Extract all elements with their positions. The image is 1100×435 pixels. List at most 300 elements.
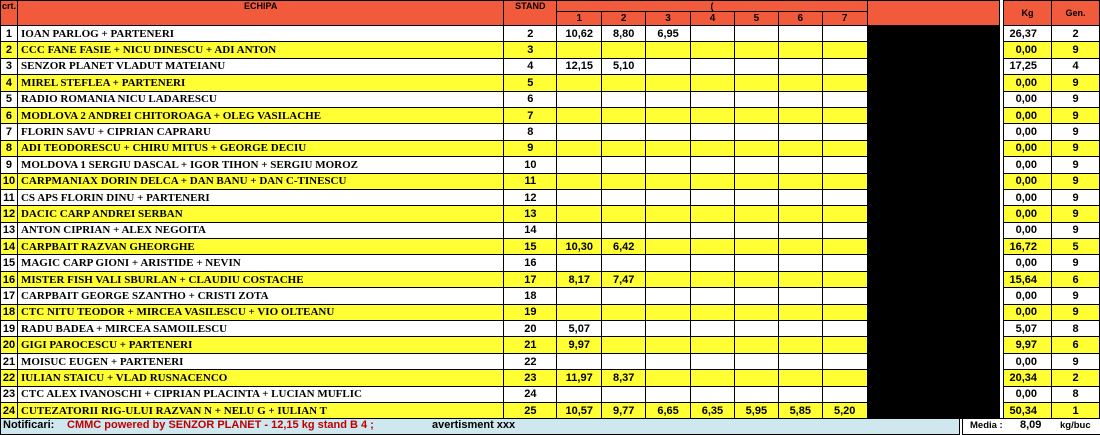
round-weight-1: 8,17: [557, 271, 602, 287]
round-weight-6: [778, 206, 822, 222]
total-kg: 0,00: [1004, 124, 1052, 140]
round-weight-5: [734, 255, 778, 271]
round-weight-3: [646, 42, 691, 58]
redacted-cell: [867, 26, 999, 42]
stand-number: 5: [504, 75, 557, 91]
round-weight-3: [646, 239, 691, 255]
row-number: 7: [1, 124, 18, 140]
round-weight-6: [778, 124, 822, 140]
total-kg: 0,00: [1004, 189, 1052, 205]
total-kg: 17,25: [1004, 58, 1052, 74]
round-header-7: 7: [822, 12, 867, 26]
round-weight-7: [822, 321, 867, 337]
round-weight-7: [822, 337, 867, 353]
round-weight-2: [602, 337, 646, 353]
team-name: MOISUC EUGEN + PARTENERI: [17, 353, 503, 369]
round-weight-2: [602, 124, 646, 140]
gen-value: 9: [1052, 189, 1100, 205]
total-kg: 0,00: [1004, 353, 1052, 369]
round-weight-7: [822, 304, 867, 320]
round-weight-5: [734, 124, 778, 140]
stand-number: 6: [504, 91, 557, 107]
stand-number: 7: [504, 107, 557, 123]
total-kg: 0,00: [1004, 42, 1052, 58]
stand-number: 17: [504, 271, 557, 287]
round-weight-1: [557, 107, 602, 123]
round-weight-2: [602, 91, 646, 107]
table-row: [1, 370, 1100, 386]
redacted-cell: [867, 189, 999, 205]
table-row: [1, 304, 1100, 320]
row-number: 13: [1, 222, 18, 238]
round-weight-5: [734, 304, 778, 320]
round-weight-7: [822, 140, 867, 156]
stand-number: 24: [504, 386, 557, 402]
table-row: [1, 58, 1100, 74]
redacted-column-header: [867, 1, 999, 26]
redacted-cell: [867, 353, 999, 369]
table-row: [1, 222, 1100, 238]
round-weight-4: [691, 271, 735, 287]
redacted-cell: [867, 271, 999, 287]
round-weight-6: [778, 304, 822, 320]
table-row: [1, 239, 1100, 255]
round-weight-3: [646, 107, 691, 123]
total-kg: 0,00: [1004, 173, 1052, 189]
round-weight-3: [646, 91, 691, 107]
table-row: [1, 255, 1100, 271]
round-weight-6: [778, 107, 822, 123]
stand-number: 23: [504, 370, 557, 386]
round-weight-5: [734, 173, 778, 189]
redacted-cell: [867, 222, 999, 238]
round-weight-6: [778, 239, 822, 255]
header-gen: Gen.: [1052, 1, 1100, 26]
team-name: RADU BADEA + MIRCEA SAMOILESCU: [17, 321, 503, 337]
round-weight-1: [557, 157, 602, 173]
redacted-cell: [867, 157, 999, 173]
round-weight-4: [691, 239, 735, 255]
round-weight-1: [557, 140, 602, 156]
redacted-cell: [867, 402, 999, 418]
table-row: [1, 337, 1100, 353]
round-weight-6: [778, 189, 822, 205]
round-weight-6: [778, 58, 822, 74]
gen-value: 2: [1052, 26, 1100, 42]
round-weight-3: [646, 75, 691, 91]
round-weight-4: [691, 91, 735, 107]
redacted-cell: [867, 206, 999, 222]
round-weight-1: [557, 353, 602, 369]
stand-number: 16: [504, 255, 557, 271]
round-weight-3: [646, 370, 691, 386]
row-number: 1: [1, 26, 18, 42]
round-weight-4: [691, 386, 735, 402]
table-row: [1, 173, 1100, 189]
round-weight-5: [734, 189, 778, 205]
round-weight-2: [602, 140, 646, 156]
round-weight-7: [822, 271, 867, 287]
round-weight-3: [646, 206, 691, 222]
total-kg: 15,64: [1004, 271, 1052, 287]
round-weight-3: 6,95: [646, 26, 691, 42]
round-weight-6: [778, 255, 822, 271]
round-header-3: 3: [646, 12, 691, 26]
round-weight-4: [691, 206, 735, 222]
round-weight-1: 10,62: [557, 26, 602, 42]
round-weight-2: [602, 157, 646, 173]
round-weight-2: [602, 42, 646, 58]
header-stand: STAND: [504, 1, 557, 26]
round-weight-5: [734, 271, 778, 287]
row-number: 11: [1, 189, 18, 205]
round-weight-4: [691, 370, 735, 386]
team-name: MISTER FISH VALI SBURLAN + CLAUDIU COSTACHE: [17, 271, 503, 287]
round-weight-1: [557, 173, 602, 189]
round-weight-7: [822, 206, 867, 222]
total-kg: 0,00: [1004, 91, 1052, 107]
stand-number: 14: [504, 222, 557, 238]
gen-value: 2: [1052, 370, 1100, 386]
round-weight-1: 10,30: [557, 239, 602, 255]
round-weight-2: [602, 386, 646, 402]
total-kg: 9,97: [1004, 337, 1052, 353]
round-weight-7: [822, 173, 867, 189]
notification-label: Notificari:: [3, 419, 55, 431]
round-weight-4: [691, 288, 735, 304]
round-weight-4: [691, 321, 735, 337]
round-weight-3: [646, 173, 691, 189]
stand-number: 9: [504, 140, 557, 156]
round-weight-6: [778, 386, 822, 402]
round-weight-3: [646, 304, 691, 320]
stand-number: 22: [504, 353, 557, 369]
round-weight-4: [691, 58, 735, 74]
round-weight-7: [822, 386, 867, 402]
round-weight-3: [646, 124, 691, 140]
round-weight-3: [646, 58, 691, 74]
round-weight-5: [734, 91, 778, 107]
round-weight-3: 6,65: [646, 402, 691, 418]
round-header-4: 4: [691, 12, 735, 26]
round-weight-3: [646, 337, 691, 353]
stand-number: 2: [504, 26, 557, 42]
round-weight-6: [778, 271, 822, 287]
round-weight-2: [602, 75, 646, 91]
round-header-1: 1: [557, 12, 602, 26]
round-weight-4: [691, 304, 735, 320]
round-weight-1: [557, 42, 602, 58]
stand-number: 20: [504, 321, 557, 337]
round-weight-4: [691, 124, 735, 140]
row-number: 14: [1, 239, 18, 255]
team-name: MOLDOVA 1 SERGIU DASCAL + IGOR TIHON + SERGIU MOROZ: [17, 157, 503, 173]
round-weight-2: [602, 288, 646, 304]
team-name: IULIAN STAICU + VLAD RUSNACENCO: [17, 370, 503, 386]
round-weight-3: [646, 271, 691, 287]
media-value: 8,09: [1020, 419, 1042, 431]
stand-number: 10: [504, 157, 557, 173]
round-weight-5: [734, 239, 778, 255]
round-weight-1: [557, 222, 602, 238]
table-row: [1, 26, 1100, 42]
row-number: 6: [1, 107, 18, 123]
round-weight-1: 11,97: [557, 370, 602, 386]
round-weight-5: [734, 222, 778, 238]
total-kg: 0,00: [1004, 304, 1052, 320]
gen-value: 8: [1052, 321, 1100, 337]
round-weight-3: [646, 140, 691, 156]
round-weight-4: [691, 189, 735, 205]
round-weight-7: [822, 26, 867, 42]
round-weight-1: 5,07: [557, 321, 602, 337]
round-weight-7: 5,20: [822, 402, 867, 418]
round-weight-6: [778, 288, 822, 304]
redacted-cell: [867, 75, 999, 91]
round-weight-1: [557, 255, 602, 271]
round-weight-4: [691, 140, 735, 156]
gen-value: 9: [1052, 157, 1100, 173]
row-number: 22: [1, 370, 18, 386]
round-weight-4: [691, 107, 735, 123]
round-weight-1: 9,97: [557, 337, 602, 353]
team-name: MIREL STEFLEA + PARTENERI: [17, 75, 503, 91]
table-row: [1, 353, 1100, 369]
stand-number: 13: [504, 206, 557, 222]
stand-number: 18: [504, 288, 557, 304]
gen-value: 6: [1052, 271, 1100, 287]
round-weight-6: [778, 42, 822, 58]
redacted-cell: [867, 386, 999, 402]
round-weight-7: [822, 124, 867, 140]
row-number: 5: [1, 91, 18, 107]
round-weight-6: [778, 370, 822, 386]
gen-value: 9: [1052, 288, 1100, 304]
round-weight-7: [822, 75, 867, 91]
round-weight-5: 5,95: [734, 402, 778, 418]
round-weight-6: [778, 91, 822, 107]
round-weight-4: [691, 42, 735, 58]
round-weight-6: [778, 337, 822, 353]
round-weight-4: [691, 173, 735, 189]
round-weight-2: [602, 222, 646, 238]
team-name: RADIO ROMANIA NICU LADARESCU: [17, 91, 503, 107]
table-row: [1, 124, 1100, 140]
table-row: [1, 140, 1100, 156]
row-number: 12: [1, 206, 18, 222]
gen-value: 4: [1052, 58, 1100, 74]
round-weight-2: 5,10: [602, 58, 646, 74]
round-weight-5: [734, 321, 778, 337]
round-weight-1: [557, 206, 602, 222]
gen-value: 9: [1052, 107, 1100, 123]
table-row: [1, 386, 1100, 402]
round-weight-6: 5,85: [778, 402, 822, 418]
gen-value: 8: [1052, 386, 1100, 402]
team-name: CARPBAIT RAZVAN GHEORGHE: [17, 239, 503, 255]
round-weight-7: [822, 255, 867, 271]
table-row: [1, 189, 1100, 205]
row-number: 2: [1, 42, 18, 58]
gen-value: 9: [1052, 255, 1100, 271]
round-weight-1: [557, 124, 602, 140]
redacted-cell: [867, 173, 999, 189]
round-weight-5: [734, 206, 778, 222]
stand-number: 25: [504, 402, 557, 418]
stand-number: 4: [504, 58, 557, 74]
round-weight-7: [822, 353, 867, 369]
total-kg: 26,37: [1004, 26, 1052, 42]
stand-number: 19: [504, 304, 557, 320]
round-weight-3: [646, 321, 691, 337]
team-name: CUTEZATORII RIG-ULUI RAZVAN N + NELU G + IULIAN T: [17, 402, 503, 418]
total-kg: 0,00: [1004, 255, 1052, 271]
round-weight-7: [822, 189, 867, 205]
round-weight-3: [646, 189, 691, 205]
round-weight-2: 9,77: [602, 402, 646, 418]
round-weight-5: [734, 75, 778, 91]
stand-number: 21: [504, 337, 557, 353]
round-weight-2: 6,42: [602, 239, 646, 255]
row-number: 19: [1, 321, 18, 337]
total-kg: 0,00: [1004, 107, 1052, 123]
round-weight-2: [602, 206, 646, 222]
round-weight-3: [646, 157, 691, 173]
stand-number: 15: [504, 239, 557, 255]
gen-value: 9: [1052, 173, 1100, 189]
round-weight-4: [691, 222, 735, 238]
round-weight-5: [734, 140, 778, 156]
round-weight-6: [778, 321, 822, 337]
round-weight-1: [557, 75, 602, 91]
round-weight-7: [822, 370, 867, 386]
header-rounds: (: [557, 1, 867, 12]
table-row: [1, 42, 1100, 58]
round-header-2: 2: [602, 12, 646, 26]
round-weight-5: [734, 58, 778, 74]
team-name: CS APS FLORIN DINU + PARTENERI: [17, 189, 503, 205]
team-name: CTC NITU TEODOR + MIRCEA VASILESCU + VIO OLTEANU: [17, 304, 503, 320]
round-weight-1: [557, 189, 602, 205]
redacted-cell: [867, 321, 999, 337]
row-number: 9: [1, 157, 18, 173]
round-weight-5: [734, 42, 778, 58]
total-kg: 0,00: [1004, 140, 1052, 156]
redacted-cell: [867, 42, 999, 58]
redacted-cell: [867, 58, 999, 74]
row-number: 8: [1, 140, 18, 156]
redacted-cell: [867, 337, 999, 353]
media-unit: kg/buc: [1060, 420, 1091, 431]
round-weight-3: [646, 222, 691, 238]
stand-number: 3: [504, 42, 557, 58]
redacted-cell: [867, 288, 999, 304]
round-weight-5: [734, 288, 778, 304]
row-number: 16: [1, 271, 18, 287]
round-weight-1: 10,57: [557, 402, 602, 418]
header-kg: Kg: [1004, 1, 1052, 26]
total-kg: 0,00: [1004, 386, 1052, 402]
total-kg: 5,07: [1004, 321, 1052, 337]
redacted-cell: [867, 370, 999, 386]
round-weight-2: [602, 321, 646, 337]
round-weight-5: [734, 370, 778, 386]
redacted-cell: [867, 91, 999, 107]
round-weight-3: [646, 255, 691, 271]
media-label: Media :: [970, 420, 1003, 431]
round-weight-4: [691, 337, 735, 353]
round-weight-5: [734, 26, 778, 42]
round-weight-2: [602, 304, 646, 320]
gen-value: 1: [1052, 402, 1100, 418]
gen-value: 9: [1052, 91, 1100, 107]
table-row: [1, 91, 1100, 107]
redacted-cell: [867, 255, 999, 271]
round-header-5: 5: [734, 12, 778, 26]
total-kg: 0,00: [1004, 222, 1052, 238]
round-weight-4: [691, 255, 735, 271]
header-nr: crt.: [1, 1, 18, 26]
header-team: ECHIPA: [17, 1, 503, 26]
table-row: [1, 321, 1100, 337]
round-header-6: 6: [778, 12, 822, 26]
row-number: 20: [1, 337, 18, 353]
redacted-cell: [867, 239, 999, 255]
round-weight-4: 6,35: [691, 402, 735, 418]
redacted-cell: [867, 140, 999, 156]
team-name: FLORIN SAVU + CIPRIAN CAPRARU: [17, 124, 503, 140]
round-weight-7: [822, 157, 867, 173]
round-weight-3: [646, 353, 691, 369]
round-weight-1: [557, 304, 602, 320]
row-number: 17: [1, 288, 18, 304]
gen-value: 9: [1052, 140, 1100, 156]
redacted-cell: [867, 107, 999, 123]
round-weight-3: [646, 386, 691, 402]
gen-value: 9: [1052, 304, 1100, 320]
round-weight-1: [557, 386, 602, 402]
redacted-cell: [867, 304, 999, 320]
round-weight-1: [557, 288, 602, 304]
team-name: IOAN PARLOG + PARTENERI: [17, 26, 503, 42]
round-weight-7: [822, 42, 867, 58]
team-name: CARPMANIAX DORIN DELCA + DAN BANU + DAN C-TINESCU: [17, 173, 503, 189]
round-weight-7: [822, 222, 867, 238]
round-weight-2: [602, 173, 646, 189]
round-weight-4: [691, 26, 735, 42]
round-weight-5: [734, 157, 778, 173]
table-row: [1, 288, 1100, 304]
round-weight-6: [778, 140, 822, 156]
row-number: 15: [1, 255, 18, 271]
gen-value: 6: [1052, 337, 1100, 353]
warning-text: avertisment xxx: [432, 419, 516, 431]
round-weight-2: 8,80: [602, 26, 646, 42]
gen-value: 5: [1052, 239, 1100, 255]
table-row: [1, 402, 1100, 418]
team-name: SENZOR PLANET VLADUT MATEIANU: [17, 58, 503, 74]
round-weight-2: [602, 255, 646, 271]
row-number: 4: [1, 75, 18, 91]
notification-message: CMMC powered by SENZOR PLANET - 12,15 kg stand B 4 ;: [67, 419, 374, 431]
round-weight-7: [822, 58, 867, 74]
table-row: [1, 206, 1100, 222]
team-name: MODLOVA 2 ANDREI CHITOROAGA + OLEG VASILACHE: [17, 107, 503, 123]
team-name: CARPBAIT GEORGE SZANTHO + CRISTI ZOTA: [17, 288, 503, 304]
team-name: CCC FANE FASIE + NICU DINESCU + ADI ANTON: [17, 42, 503, 58]
total-kg: 50,34: [1004, 402, 1052, 418]
row-number: 18: [1, 304, 18, 320]
